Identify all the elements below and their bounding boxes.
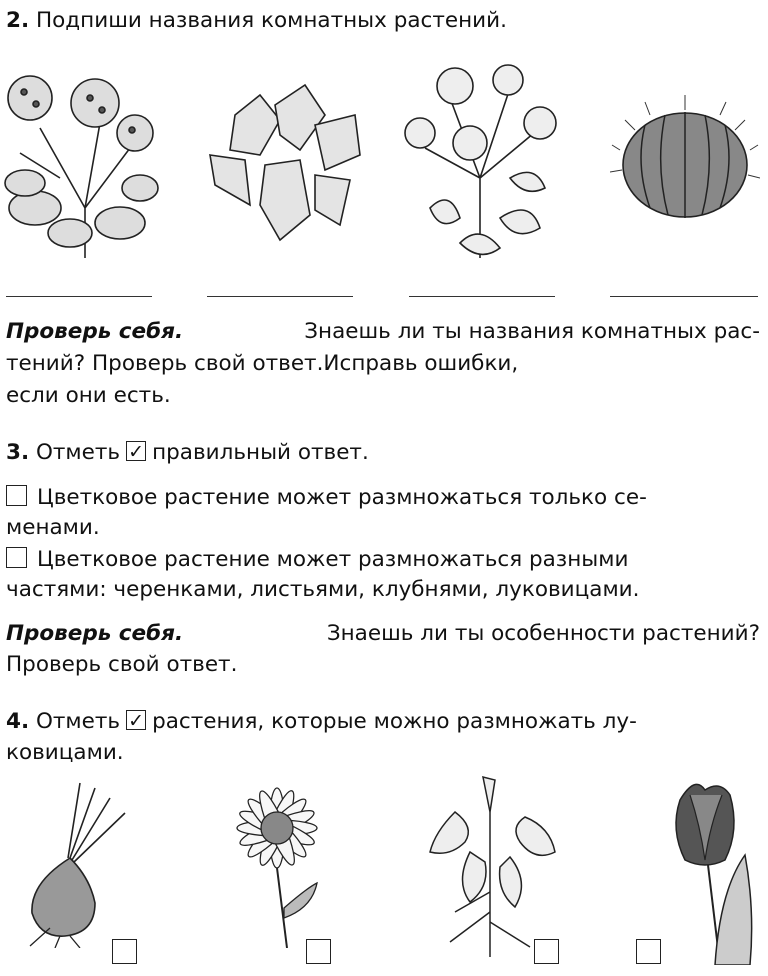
check1-text2: тений? Проверь свой ответ. [6, 351, 324, 376]
task2-heading [6, 6, 760, 36]
checkmark-icon [126, 441, 146, 461]
check1-title: Проверь себя. [6, 319, 184, 344]
task4-text-before: Отметь [35, 709, 121, 734]
tulip-icon [650, 770, 760, 965]
answer-line[interactable] [207, 296, 353, 297]
check1-line3 [6, 381, 760, 411]
option1-checkbox[interactable] [6, 485, 27, 506]
check1-line2 [6, 349, 760, 379]
task3-option1-cont [6, 513, 760, 543]
task4-text-after: растения, которые можно размножать лу- [152, 709, 637, 734]
check1-text3: если они есть. [6, 383, 171, 408]
rose-icon [400, 58, 565, 263]
task3-option2-cont [6, 575, 760, 605]
cactus-icon [610, 90, 760, 230]
task3-text-after: правильный ответ. [152, 440, 369, 465]
check2-title: Проверь себя. [6, 621, 184, 646]
check1-text1: Знаешь ли ты названия комнатных рас- [304, 319, 760, 344]
geranium-icon [0, 58, 160, 263]
task2-number: 2. [6, 8, 30, 33]
check2-text2: Проверь свой ответ. [6, 652, 238, 677]
task2-text: Подпиши названия комнатных растений. [35, 8, 507, 33]
option1-text1: Цветковое растение может размножаться только се- [37, 485, 647, 510]
checkmark-icon [126, 710, 146, 730]
task3-number: 3. [6, 440, 30, 465]
tulip-checkbox[interactable] [636, 939, 661, 964]
chamomile-checkbox[interactable] [306, 939, 331, 964]
task3-option1 [6, 483, 760, 513]
task4-heading [6, 707, 760, 737]
onion-checkbox[interactable] [112, 939, 137, 964]
check2-text1: Знаешь ли ты особенности растений? [326, 621, 760, 646]
task3-option2 [6, 545, 760, 575]
answer-line[interactable] [6, 296, 152, 297]
check1-line1 [6, 317, 760, 347]
task4-text2: ковицами. [6, 740, 124, 765]
check1-text2b: Исправь ошибки, [323, 351, 519, 376]
option1-text2: менами. [6, 515, 100, 540]
option2-text2: частями: черенками, листьями, клубнями, луковицами. [6, 577, 640, 602]
onion-icon [10, 778, 130, 948]
option2-text1: Цветковое растение может размножаться разными [37, 547, 629, 572]
begonia-icon [205, 75, 365, 245]
option2-checkbox[interactable] [6, 547, 27, 568]
answer-line[interactable] [610, 296, 758, 297]
chamomile-icon [212, 778, 342, 948]
check2-line1 [6, 619, 760, 649]
task3-text-before: Отметь [35, 440, 121, 465]
task4-number: 4. [6, 709, 30, 734]
task4-line2 [6, 738, 760, 768]
check2-line2 [6, 650, 760, 680]
lily-icon [415, 772, 565, 957]
answer-line[interactable] [409, 296, 555, 297]
task3-heading [6, 438, 760, 468]
lily-checkbox[interactable] [534, 939, 559, 964]
